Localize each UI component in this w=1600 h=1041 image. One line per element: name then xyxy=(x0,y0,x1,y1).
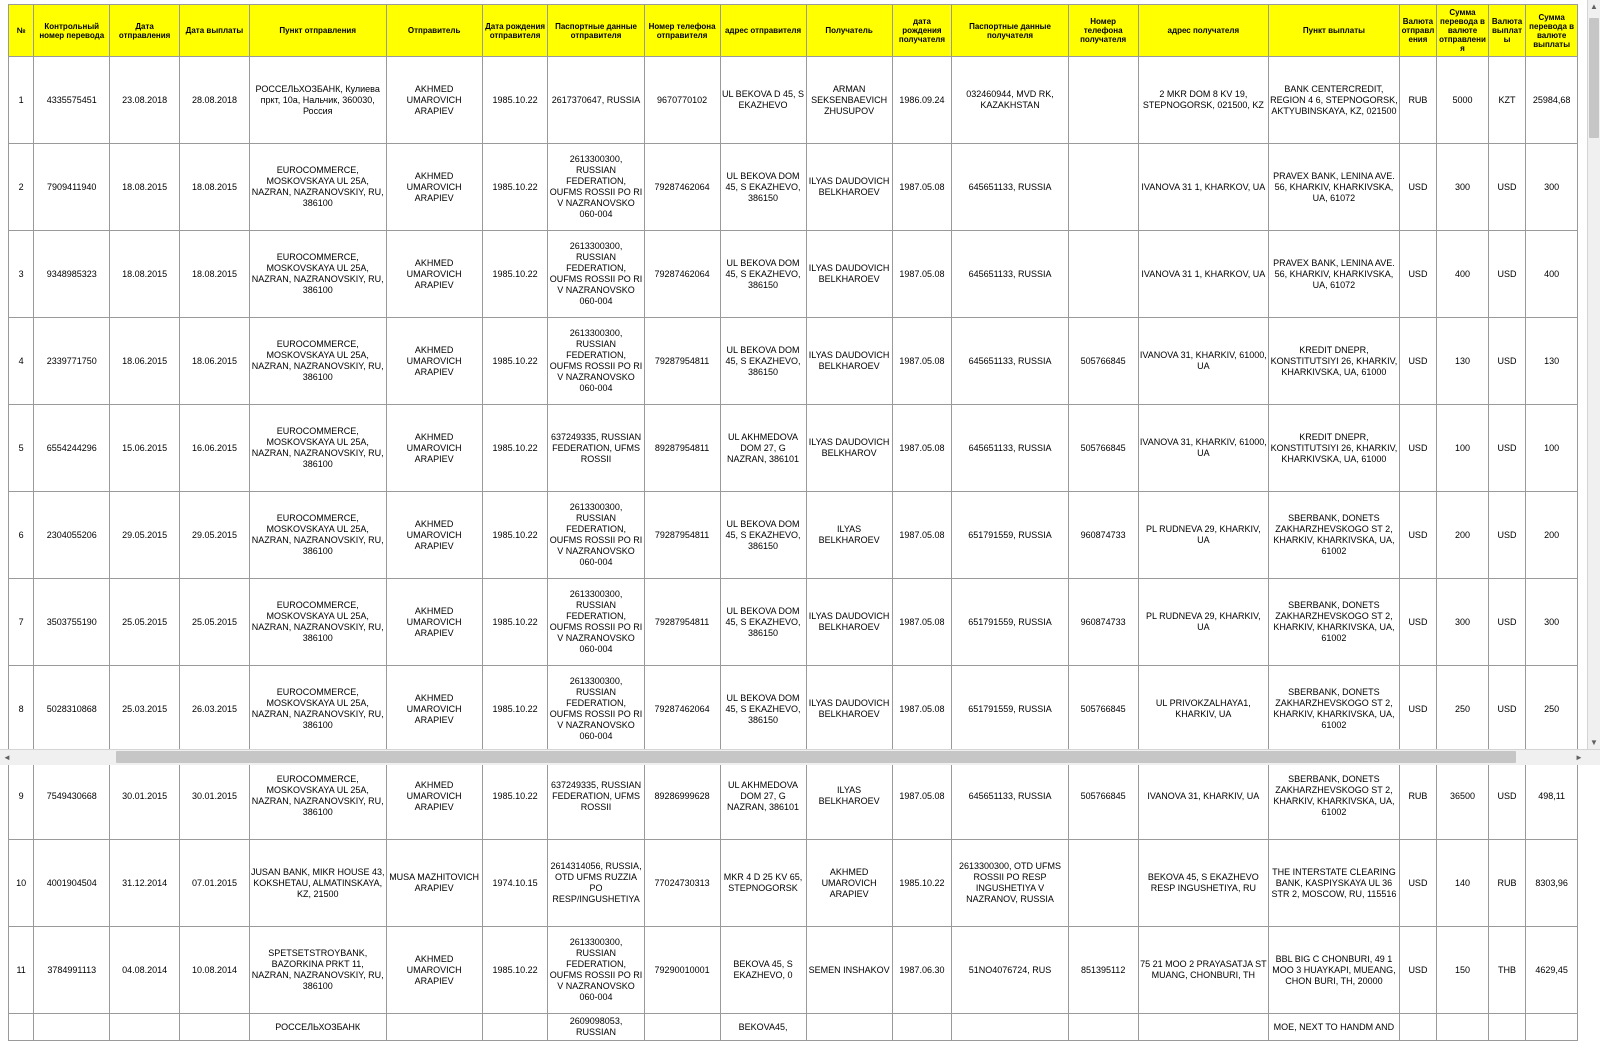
cell-sender-passport[interactable]: 637249335, RUSSIAN FEDERATION, UFMS ROSSII xyxy=(548,405,644,492)
col-header-control-number[interactable]: Контрольный номер перевода xyxy=(34,5,110,57)
cell-sender-phone[interactable]: 79287462064 xyxy=(644,144,720,231)
cell-sender-passport[interactable]: 2613300300, RUSSIAN FEDERATION, OUFMS ROSSII PO RI V NAZRANOVSKO 060-004 xyxy=(548,579,644,666)
cell-pay-amount[interactable]: 498,11 xyxy=(1526,753,1578,840)
col-header-pay-point[interactable]: Пункт выплаты xyxy=(1269,5,1400,57)
cell-pay-currency[interactable]: RUB xyxy=(1488,840,1525,927)
cell-receiver-address[interactable] xyxy=(1138,1014,1269,1041)
cell-receiver-passport[interactable]: 651791559, RUSSIA xyxy=(952,579,1068,666)
cell-pay-date[interactable]: 25.05.2015 xyxy=(180,579,250,666)
cell-num[interactable]: 9 xyxy=(9,753,34,840)
cell-receiver[interactable]: ILYAS DAUDOVICH BELKHAROEV xyxy=(806,144,892,231)
cell-send-currency[interactable]: USD xyxy=(1399,579,1436,666)
col-header-send-currency[interactable]: Валюта отправления xyxy=(1399,5,1436,57)
cell-send-amount[interactable] xyxy=(1437,1014,1489,1041)
cell-send-point[interactable]: РОССЕЛЬХОЗБАНК xyxy=(249,1014,386,1041)
cell-receiver-birth[interactable]: 1987.05.08 xyxy=(892,666,952,753)
cell-num[interactable]: 1 xyxy=(9,57,34,144)
cell-sender-passport[interactable]: 637249335, RUSSIAN FEDERATION, UFMS ROSSII xyxy=(548,753,644,840)
cell-pay-date[interactable]: 18.08.2015 xyxy=(180,231,250,318)
cell-receiver-phone[interactable] xyxy=(1068,840,1138,927)
cell-receiver-phone[interactable]: 505766845 xyxy=(1068,753,1138,840)
table-row[interactable] xyxy=(9,1014,1578,1041)
cell-control-number[interactable]: 2339771750 xyxy=(34,318,110,405)
cell-send-point[interactable]: JUSAN BANK, MIKR HOUSE 43, KOKSHETAU, ALMATINSKAYA, KZ, 21500 xyxy=(249,840,386,927)
cell-pay-currency[interactable]: THB xyxy=(1488,927,1525,1014)
cell-send-currency[interactable]: RUB xyxy=(1399,753,1436,840)
table-row[interactable] xyxy=(9,318,1578,405)
cell-send-amount[interactable]: 400 xyxy=(1437,231,1489,318)
cell-sender-birth[interactable]: 1985.10.22 xyxy=(482,666,548,753)
cell-num[interactable]: 5 xyxy=(9,405,34,492)
cell-receiver-phone[interactable]: 505766845 xyxy=(1068,666,1138,753)
cell-send-date[interactable]: 29.05.2015 xyxy=(110,492,180,579)
cell-control-number[interactable]: 3784991113 xyxy=(34,927,110,1014)
cell-pay-date[interactable]: 07.01.2015 xyxy=(180,840,250,927)
cell-sender-passport[interactable]: 2614314056, RUSSIA, OTD UFMS RUZZIA PO RESP/INGUSHETIYA xyxy=(548,840,644,927)
cell-pay-date[interactable]: 10.08.2014 xyxy=(180,927,250,1014)
cell-send-point[interactable]: EUROCOMMERCE, MOSKOVSKAYA UL 25A, NAZRAN, NAZRANOVSKIY, RU, 386100 xyxy=(249,753,386,840)
cell-pay-point[interactable]: BBL BIG C CHONBURI, 49 1 MOO 3 HUAYKAPI, MUEANG, CHON BURI, TH, 20000 xyxy=(1269,927,1400,1014)
cell-send-date[interactable]: 31.12.2014 xyxy=(110,840,180,927)
horizontal-scrollbar[interactable] xyxy=(0,749,1600,765)
cell-send-currency[interactable]: USD xyxy=(1399,492,1436,579)
vertical-scrollbar[interactable] xyxy=(1587,0,1600,750)
horizontal-scroll-thumb[interactable] xyxy=(116,751,1516,763)
col-header-sender-passport[interactable]: Паспортные данные отправителя xyxy=(548,5,644,57)
cell-send-currency[interactable]: USD xyxy=(1399,840,1436,927)
table-row[interactable] xyxy=(9,492,1578,579)
cell-pay-currency[interactable] xyxy=(1488,1014,1525,1041)
table-row[interactable] xyxy=(9,57,1578,144)
table-row[interactable] xyxy=(9,405,1578,492)
cell-sender[interactable]: MUSA MAZHITOVICH ARAPIEV xyxy=(386,840,482,927)
cell-pay-amount[interactable]: 250 xyxy=(1526,666,1578,753)
cell-sender-phone[interactable]: 79287954811 xyxy=(644,492,720,579)
cell-receiver[interactable]: ILYAS BELKHAROEV xyxy=(806,492,892,579)
table-header xyxy=(9,5,1578,57)
cell-pay-point[interactable]: PRAVEX BANK, LENINA AVE. 56, KHARKIV, KHARKIVSKA, UA, 61072 xyxy=(1269,144,1400,231)
cell-sender[interactable] xyxy=(386,1014,482,1041)
cell-pay-date[interactable]: 18.06.2015 xyxy=(180,318,250,405)
cell-pay-date[interactable]: 28.08.2018 xyxy=(180,57,250,144)
scroll-left-icon[interactable]: ◄ xyxy=(3,753,11,762)
cell-pay-date[interactable]: 30.01.2015 xyxy=(180,753,250,840)
cell-pay-amount[interactable]: 300 xyxy=(1526,144,1578,231)
cell-sender-address[interactable]: UL BEKOVA DOM 45, S EKAZHEVO, 386150 xyxy=(720,318,806,405)
cell-send-date[interactable]: 04.08.2014 xyxy=(110,927,180,1014)
cell-send-date[interactable]: 18.08.2015 xyxy=(110,144,180,231)
cell-sender-passport[interactable]: 2617370647, RUSSIA xyxy=(548,57,644,144)
cell-pay-point[interactable]: MOE, NEXT TO HANDM AND xyxy=(1269,1014,1400,1041)
cell-pay-point[interactable]: BANK CENTERCREDIT, REGION 4 6, STEPNOGORSK, AKTYUBINSKAYA, KZ, 021500 xyxy=(1269,57,1400,144)
cell-pay-amount[interactable]: 300 xyxy=(1526,579,1578,666)
cell-control-number[interactable] xyxy=(34,1014,110,1041)
cell-pay-point[interactable]: SBERBANK, DONETS ZAKHARZHEVSKOGO ST 2, KHARKIV, KHARKIVSKA, UA, 61002 xyxy=(1269,579,1400,666)
cell-send-amount[interactable]: 150 xyxy=(1437,927,1489,1014)
cell-send-date[interactable]: 25.03.2015 xyxy=(110,666,180,753)
cell-receiver-birth[interactable]: 1987.05.08 xyxy=(892,579,952,666)
cell-sender-phone[interactable]: 79287462064 xyxy=(644,666,720,753)
cell-control-number[interactable]: 7909411940 xyxy=(34,144,110,231)
vertical-scroll-thumb[interactable] xyxy=(1589,18,1599,138)
cell-send-amount[interactable]: 100 xyxy=(1437,405,1489,492)
money-transfers-table xyxy=(8,4,1578,1041)
cell-receiver-passport[interactable]: 2613300300, OTD UFMS ROSSII PO RESP INGUSHETIYA V NAZRANOV, RUSSIA xyxy=(952,840,1068,927)
cell-receiver-birth[interactable]: 1987.05.08 xyxy=(892,318,952,405)
cell-send-currency[interactable]: USD xyxy=(1399,144,1436,231)
cell-receiver-address[interactable]: PL RUDNEVA 29, KHARKIV, UA xyxy=(1138,579,1269,666)
cell-receiver-address[interactable]: 2 MKR DOM 8 KV 19, STEPNOGORSK, 021500, KZ xyxy=(1138,57,1269,144)
cell-sender[interactable]: AKHMED UMAROVICH ARAPIEV xyxy=(386,927,482,1014)
cell-send-point[interactable]: EUROCOMMERCE, MOSKOVSKAYA UL 25A, NAZRAN, NAZRANOVSKIY, RU, 386100 xyxy=(249,144,386,231)
col-header-pay-amount[interactable]: Сумма перевода в валюте выплаты xyxy=(1526,5,1578,57)
cell-receiver-phone[interactable]: 960874733 xyxy=(1068,579,1138,666)
cell-pay-point[interactable]: SBERBANK, DONETS ZAKHARZHEVSKOGO ST 2, KHARKIV, KHARKIVSKA, UA, 61002 xyxy=(1269,666,1400,753)
table-body xyxy=(9,57,1578,1041)
cell-send-point[interactable]: EUROCOMMERCE, MOSKOVSKAYA UL 25A, NAZRAN, NAZRANOVSKIY, RU, 386100 xyxy=(249,231,386,318)
cell-sender[interactable]: AKHMED UMAROVICH ARAPIEV xyxy=(386,318,482,405)
cell-pay-currency[interactable]: USD xyxy=(1488,144,1525,231)
table-row[interactable] xyxy=(9,666,1578,753)
cell-send-amount[interactable]: 5000 xyxy=(1437,57,1489,144)
cell-sender[interactable]: AKHMED UMAROVICH ARAPIEV xyxy=(386,57,482,144)
cell-send-amount[interactable]: 300 xyxy=(1437,144,1489,231)
col-header-num[interactable]: № xyxy=(9,5,34,57)
col-header-receiver[interactable]: Получатель xyxy=(806,5,892,57)
cell-sender-phone[interactable]: 77024730313 xyxy=(644,840,720,927)
cell-send-amount[interactable]: 300 xyxy=(1437,579,1489,666)
scroll-up-icon[interactable]: ▲ xyxy=(1590,2,1598,11)
cell-send-date[interactable]: 15.06.2015 xyxy=(110,405,180,492)
cell-sender-passport[interactable]: 2613300300, RUSSIAN FEDERATION, OUFMS ROSSII PO RI V NAZRANOVSKO 060-004 xyxy=(548,492,644,579)
col-header-sender-birth[interactable]: Дата рождения отправителя xyxy=(482,5,548,57)
cell-send-point[interactable]: РОССЕЛЬХОЗБАНК, Кулиева пркт, 10а, Нальчик, 360030, Россия xyxy=(249,57,386,144)
cell-sender-address[interactable]: UL AKHMEDOVA DOM 27, G NAZRAN, 386101 xyxy=(720,405,806,492)
cell-send-currency[interactable] xyxy=(1399,1014,1436,1041)
cell-receiver-address[interactable]: PL RUDNEVA 29, KHARKIV, UA xyxy=(1138,492,1269,579)
cell-sender-phone[interactable]: 79287954811 xyxy=(644,318,720,405)
cell-num[interactable]: 4 xyxy=(9,318,34,405)
cell-num[interactable]: 8 xyxy=(9,666,34,753)
cell-receiver-address[interactable]: IVANOVA 31 1, KHARKOV, UA xyxy=(1138,231,1269,318)
cell-pay-date[interactable] xyxy=(180,1014,250,1041)
cell-pay-amount[interactable]: 200 xyxy=(1526,492,1578,579)
cell-pay-date[interactable]: 26.03.2015 xyxy=(180,666,250,753)
cell-send-currency[interactable]: RUB xyxy=(1399,57,1436,144)
col-header-pay-currency[interactable]: Валюта выплаты xyxy=(1488,5,1525,57)
cell-sender[interactable]: AKHMED UMAROVICH ARAPIEV xyxy=(386,579,482,666)
cell-receiver-passport[interactable] xyxy=(952,1014,1068,1041)
cell-sender-birth[interactable]: 1985.10.22 xyxy=(482,231,548,318)
cell-receiver-phone[interactable]: 851395112 xyxy=(1068,927,1138,1014)
cell-receiver-address[interactable]: 75 21 MOO 2 PRAYASATJA ST MUANG, CHONBURI, TH xyxy=(1138,927,1269,1014)
table-row[interactable] xyxy=(9,753,1578,840)
col-header-sender-phone[interactable]: Номер телефона отправителя xyxy=(644,5,720,57)
cell-send-date[interactable]: 18.06.2015 xyxy=(110,318,180,405)
cell-sender-address[interactable]: UL BEKOVA DOM 45, S EKAZHEVO, 386150 xyxy=(720,144,806,231)
cell-control-number[interactable]: 4335575451 xyxy=(34,57,110,144)
cell-receiver-birth[interactable]: 1985.10.22 xyxy=(892,840,952,927)
cell-send-date[interactable]: 30.01.2015 xyxy=(110,753,180,840)
cell-receiver[interactable]: SEMEN INSHAKOV xyxy=(806,927,892,1014)
cell-receiver-birth[interactable]: 1986.09.24 xyxy=(892,57,952,144)
cell-receiver-birth[interactable]: 1987.05.08 xyxy=(892,753,952,840)
cell-sender-passport[interactable]: 2613300300, RUSSIAN FEDERATION, OUFMS ROSSII PO RI V NAZRANOVSKO 060-004 xyxy=(548,927,644,1014)
table-row[interactable] xyxy=(9,231,1578,318)
cell-send-date[interactable]: 23.08.2018 xyxy=(110,57,180,144)
cell-control-number[interactable]: 3503755190 xyxy=(34,579,110,666)
cell-pay-point[interactable]: PRAVEX BANK, LENINA AVE. 56, KHARKIV, KHARKIVSKA, UA, 61072 xyxy=(1269,231,1400,318)
cell-sender-phone[interactable]: 79287462064 xyxy=(644,231,720,318)
cell-pay-currency[interactable]: USD xyxy=(1488,666,1525,753)
header-row xyxy=(9,5,1578,57)
cell-receiver-phone[interactable] xyxy=(1068,1014,1138,1041)
cell-receiver-address[interactable]: UL PRIVOKZALHAYA1, KHARKIV, UA xyxy=(1138,666,1269,753)
cell-sender-passport[interactable]: 2613300300, RUSSIAN FEDERATION, OUFMS ROSSII PO RI V NAZRANOVSKO 060-004 xyxy=(548,318,644,405)
cell-receiver-phone[interactable]: 505766845 xyxy=(1068,405,1138,492)
cell-sender-address[interactable]: BEKOVA45, xyxy=(720,1014,806,1041)
cell-sender-birth[interactable]: 1985.10.22 xyxy=(482,492,548,579)
cell-pay-amount[interactable] xyxy=(1526,1014,1578,1041)
cell-send-date[interactable] xyxy=(110,1014,180,1041)
col-header-receiver-passport[interactable]: Паспортные данные получателя xyxy=(952,5,1068,57)
cell-sender-birth[interactable] xyxy=(482,1014,548,1041)
cell-pay-currency[interactable]: USD xyxy=(1488,753,1525,840)
scroll-down-icon[interactable]: ▼ xyxy=(1590,738,1598,747)
cell-sender-phone[interactable] xyxy=(644,1014,720,1041)
cell-pay-point[interactable]: KREDIT DNEPR, KONSTITUTSIYI 26, KHARKIV, KHARKIVSKA, UA, 61000 xyxy=(1269,318,1400,405)
cell-pay-currency[interactable]: KZT xyxy=(1488,57,1525,144)
cell-send-currency[interactable]: USD xyxy=(1399,927,1436,1014)
cell-sender-phone[interactable]: 79290010001 xyxy=(644,927,720,1014)
cell-control-number[interactable]: 2304055206 xyxy=(34,492,110,579)
cell-receiver-address[interactable]: IVANOVA 31, KHARKIV, 61000, UA xyxy=(1138,318,1269,405)
cell-sender[interactable]: AKHMED UMAROVICH ARAPIEV xyxy=(386,492,482,579)
cell-pay-amount[interactable]: 100 xyxy=(1526,405,1578,492)
cell-send-currency[interactable]: USD xyxy=(1399,405,1436,492)
cell-sender[interactable]: AKHMED UMAROVICH ARAPIEV xyxy=(386,144,482,231)
table-row[interactable] xyxy=(9,579,1578,666)
cell-receiver-passport[interactable]: 032460944, MVD RK, KAZAKHSTAN xyxy=(952,57,1068,144)
cell-receiver-passport[interactable]: 51NO4076724, RUS xyxy=(952,927,1068,1014)
col-header-sender[interactable]: Отправитель xyxy=(386,5,482,57)
cell-sender-birth[interactable]: 1985.10.22 xyxy=(482,405,548,492)
cell-control-number[interactable]: 6554244296 xyxy=(34,405,110,492)
cell-sender-birth[interactable]: 1985.10.22 xyxy=(482,57,548,144)
cell-sender-birth[interactable]: 1985.10.22 xyxy=(482,144,548,231)
cell-pay-amount[interactable]: 400 xyxy=(1526,231,1578,318)
cell-receiver-passport[interactable]: 651791559, RUSSIA xyxy=(952,492,1068,579)
cell-pay-amount[interactable]: 8303,96 xyxy=(1526,840,1578,927)
cell-sender-phone[interactable]: 79287954811 xyxy=(644,579,720,666)
cell-receiver-phone[interactable] xyxy=(1068,144,1138,231)
cell-send-date[interactable]: 25.05.2015 xyxy=(110,579,180,666)
col-header-receiver-birth[interactable]: дата рождения получателя xyxy=(892,5,952,57)
cell-send-currency[interactable]: USD xyxy=(1399,231,1436,318)
cell-receiver-birth[interactable]: 1987.06.30 xyxy=(892,927,952,1014)
cell-receiver[interactable]: ILYAS DAUDOVICH BELKHAROEV xyxy=(806,666,892,753)
cell-num[interactable]: 3 xyxy=(9,231,34,318)
cell-num[interactable]: 2 xyxy=(9,144,34,231)
table-row[interactable] xyxy=(9,144,1578,231)
col-header-pay-date[interactable]: Дата выплаты xyxy=(180,5,250,57)
cell-num[interactable] xyxy=(9,1014,34,1041)
cell-pay-currency[interactable]: USD xyxy=(1488,492,1525,579)
cell-receiver-passport[interactable]: 645651133, RUSSIA xyxy=(952,405,1068,492)
cell-pay-date[interactable]: 29.05.2015 xyxy=(180,492,250,579)
cell-receiver-address[interactable]: IVANOVA 31, KHARKIV, UA xyxy=(1138,753,1269,840)
cell-receiver[interactable]: ARMAN SEKSENBAEVICH ZHUSUPOV xyxy=(806,57,892,144)
cell-receiver-birth[interactable]: 1987.05.08 xyxy=(892,231,952,318)
cell-receiver[interactable]: ILYAS DAUDOVICH BELKHAROEV xyxy=(806,579,892,666)
cell-control-number[interactable]: 5028310868 xyxy=(34,666,110,753)
cell-sender-passport[interactable]: 2609098053, RUSSIAN xyxy=(548,1014,644,1041)
cell-receiver[interactable]: ILYAS DAUDOVICH BELKHAROEV xyxy=(806,231,892,318)
table-row[interactable] xyxy=(9,840,1578,927)
cell-num[interactable]: 7 xyxy=(9,579,34,666)
cell-pay-currency[interactable]: USD xyxy=(1488,231,1525,318)
cell-pay-currency[interactable]: USD xyxy=(1488,318,1525,405)
cell-num[interactable]: 10 xyxy=(9,840,34,927)
cell-receiver-passport[interactable]: 645651133, RUSSIA xyxy=(952,318,1068,405)
cell-pay-currency[interactable]: USD xyxy=(1488,579,1525,666)
cell-sender-address[interactable]: BEKOVA 45, S EKAZHEVO, 0 xyxy=(720,927,806,1014)
cell-send-point[interactable]: SPETSETSTROYBANK, BAZORKINA PRKT 11, NAZRAN, NAZRANOVSKIY, RU, 386100 xyxy=(249,927,386,1014)
cell-receiver-passport[interactable]: 645651133, RUSSIA xyxy=(952,231,1068,318)
col-header-receiver-address[interactable]: адрес получателя xyxy=(1138,5,1269,57)
cell-pay-currency[interactable]: USD xyxy=(1488,405,1525,492)
cell-sender-birth[interactable]: 1985.10.22 xyxy=(482,927,548,1014)
cell-sender-address[interactable]: UL BEKOVA DOM 45, S EKAZHEVO, 386150 xyxy=(720,231,806,318)
cell-send-amount[interactable]: 36500 xyxy=(1437,753,1489,840)
cell-receiver[interactable]: ILYAS DAUDOVICH BELKHAROV xyxy=(806,405,892,492)
cell-sender-address[interactable]: UL AKHMEDOVA DOM 27, G NAZRAN, 386101 xyxy=(720,753,806,840)
cell-pay-amount[interactable]: 4629,45 xyxy=(1526,927,1578,1014)
cell-sender[interactable]: AKHMED UMAROVICH ARAPIEV xyxy=(386,231,482,318)
cell-receiver[interactable]: ILYAS DAUDOVICH BELKHAROEV xyxy=(806,318,892,405)
cell-send-amount[interactable]: 250 xyxy=(1437,666,1489,753)
cell-pay-amount[interactable]: 130 xyxy=(1526,318,1578,405)
cell-send-point[interactable]: EUROCOMMERCE, MOSKOVSKAYA UL 25A, NAZRAN, NAZRANOVSKIY, RU, 386100 xyxy=(249,666,386,753)
cell-control-number[interactable]: 4001904504 xyxy=(34,840,110,927)
cell-sender[interactable]: AKHMED UMAROVICH ARAPIEV xyxy=(386,666,482,753)
cell-receiver[interactable]: AKHMED UMAROVICH ARAPIEV xyxy=(806,840,892,927)
cell-control-number[interactable]: 7549430668 xyxy=(34,753,110,840)
cell-sender-address[interactable]: UL BEKOVA DOM 45, S EKAZHEVO, 386150 xyxy=(720,579,806,666)
cell-sender-address[interactable]: UL BEKOVA DOM 45, S EKAZHEVO, 386150 xyxy=(720,666,806,753)
cell-pay-date[interactable]: 18.08.2015 xyxy=(180,144,250,231)
cell-num[interactable]: 11 xyxy=(9,927,34,1014)
cell-receiver-passport[interactable]: 645651133, RUSSIA xyxy=(952,753,1068,840)
col-header-sender-address[interactable]: адрес отправителя xyxy=(720,5,806,57)
cell-sender-phone[interactable]: 89287954811 xyxy=(644,405,720,492)
cell-sender-birth[interactable]: 1985.10.22 xyxy=(482,318,548,405)
cell-sender-birth[interactable]: 1985.10.22 xyxy=(482,579,548,666)
cell-sender-birth[interactable]: 1974.10.15 xyxy=(482,840,548,927)
cell-send-amount[interactable]: 130 xyxy=(1437,318,1489,405)
cell-num[interactable]: 6 xyxy=(9,492,34,579)
table-row[interactable] xyxy=(9,927,1578,1014)
cell-send-currency[interactable]: USD xyxy=(1399,318,1436,405)
cell-send-currency[interactable]: USD xyxy=(1399,666,1436,753)
cell-pay-amount[interactable]: 25984,68 xyxy=(1526,57,1578,144)
cell-sender-address[interactable]: UL BEKOVA D 45, S EKAZHEVO xyxy=(720,57,806,144)
cell-receiver-phone[interactable]: 505766845 xyxy=(1068,318,1138,405)
cell-send-date[interactable]: 18.08.2015 xyxy=(110,231,180,318)
cell-sender[interactable]: AKHMED UMAROVICH ARAPIEV xyxy=(386,405,482,492)
cell-sender-passport[interactable]: 2613300300, RUSSIAN FEDERATION, OUFMS ROSSII PO RI V NAZRANOVSKO 060-004 xyxy=(548,231,644,318)
cell-sender-address[interactable]: UL BEKOVA DOM 45, S EKAZHEVO, 386150 xyxy=(720,492,806,579)
cell-sender-passport[interactable]: 2613300300, RUSSIAN FEDERATION, OUFMS ROSSII PO RI V NAZRANOVSKO 060-004 xyxy=(548,666,644,753)
cell-send-amount[interactable]: 200 xyxy=(1437,492,1489,579)
cell-send-point[interactable]: EUROCOMMERCE, MOSKOVSKAYA UL 25A, NAZRAN, NAZRANOVSKIY, RU, 386100 xyxy=(249,579,386,666)
cell-sender-passport[interactable]: 2613300300, RUSSIAN FEDERATION, OUFMS ROSSII PO RI V NAZRANOVSKO 060-004 xyxy=(548,144,644,231)
cell-pay-point[interactable]: SBERBANK, DONETS ZAKHARZHEVSKOGO ST 2, KHARKIV, KHARKIVSKA, UA, 61002 xyxy=(1269,492,1400,579)
cell-receiver[interactable] xyxy=(806,1014,892,1041)
cell-receiver-address[interactable]: BEKOVA 45, S EKAZHEVO RESP INGUSHETIYA, RU xyxy=(1138,840,1269,927)
cell-sender-birth[interactable]: 1985.10.22 xyxy=(482,753,548,840)
cell-receiver-phone[interactable] xyxy=(1068,231,1138,318)
cell-pay-point[interactable]: SBERBANK, DONETS ZAKHARZHEVSKOGO ST 2, KHARKIV, KHARKIVSKA, UA, 61002 xyxy=(1269,753,1400,840)
cell-send-amount[interactable]: 140 xyxy=(1437,840,1489,927)
col-header-send-amount[interactable]: Сумма перевода в валюте отправления xyxy=(1437,5,1489,57)
cell-receiver-birth[interactable]: 1987.05.08 xyxy=(892,492,952,579)
col-header-send-date[interactable]: Дата отправления xyxy=(110,5,180,57)
cell-receiver-birth[interactable] xyxy=(892,1014,952,1041)
cell-receiver-phone[interactable] xyxy=(1068,57,1138,144)
cell-sender-phone[interactable]: 9670770102 xyxy=(644,57,720,144)
cell-receiver-birth[interactable]: 1987.05.08 xyxy=(892,405,952,492)
cell-receiver-phone[interactable]: 960874733 xyxy=(1068,492,1138,579)
cell-receiver-passport[interactable]: 645651133, RUSSIA xyxy=(952,144,1068,231)
cell-receiver[interactable]: ILYAS BELKHAROEV xyxy=(806,753,892,840)
cell-send-point[interactable]: EUROCOMMERCE, MOSKOVSKAYA UL 25A, NAZRAN, NAZRANOVSKIY, RU, 386100 xyxy=(249,318,386,405)
cell-pay-point[interactable]: KREDIT DNEPR, KONSTITUTSIYI 26, KHARKIV, KHARKIVSKA, UA, 61000 xyxy=(1269,405,1400,492)
cell-receiver-address[interactable]: IVANOVA 31 1, KHARKOV, UA xyxy=(1138,144,1269,231)
cell-pay-point[interactable]: THE INTERSTATE CLEARING BANK, KASPIYSKAYA UL 36 STR 2, MOSCOW, RU, 115516 xyxy=(1269,840,1400,927)
cell-sender-phone[interactable]: 89286999628 xyxy=(644,753,720,840)
scroll-right-icon[interactable]: ► xyxy=(1575,753,1583,762)
cell-receiver-address[interactable]: IVANOVA 31, KHARKIV, 61000, UA xyxy=(1138,405,1269,492)
cell-sender[interactable]: AKHMED UMAROVICH ARAPIEV xyxy=(386,753,482,840)
cell-receiver-passport[interactable]: 651791559, RUSSIA xyxy=(952,666,1068,753)
cell-pay-date[interactable]: 16.06.2015 xyxy=(180,405,250,492)
cell-send-point[interactable]: EUROCOMMERCE, MOSKOVSKAYA UL 25A, NAZRAN, NAZRANOVSKIY, RU, 386100 xyxy=(249,405,386,492)
cell-control-number[interactable]: 9348985323 xyxy=(34,231,110,318)
cell-send-point[interactable]: EUROCOMMERCE, MOSKOVSKAYA UL 25A, NAZRAN, NAZRANOVSKIY, RU, 386100 xyxy=(249,492,386,579)
col-header-send-point[interactable]: Пункт отправления xyxy=(249,5,386,57)
col-header-receiver-phone[interactable]: Номер телефона получателя xyxy=(1068,5,1138,57)
cell-sender-address[interactable]: MKR 4 D 25 KV 65, STEPNOGORSK xyxy=(720,840,806,927)
cell-receiver-birth[interactable]: 1987.05.08 xyxy=(892,144,952,231)
